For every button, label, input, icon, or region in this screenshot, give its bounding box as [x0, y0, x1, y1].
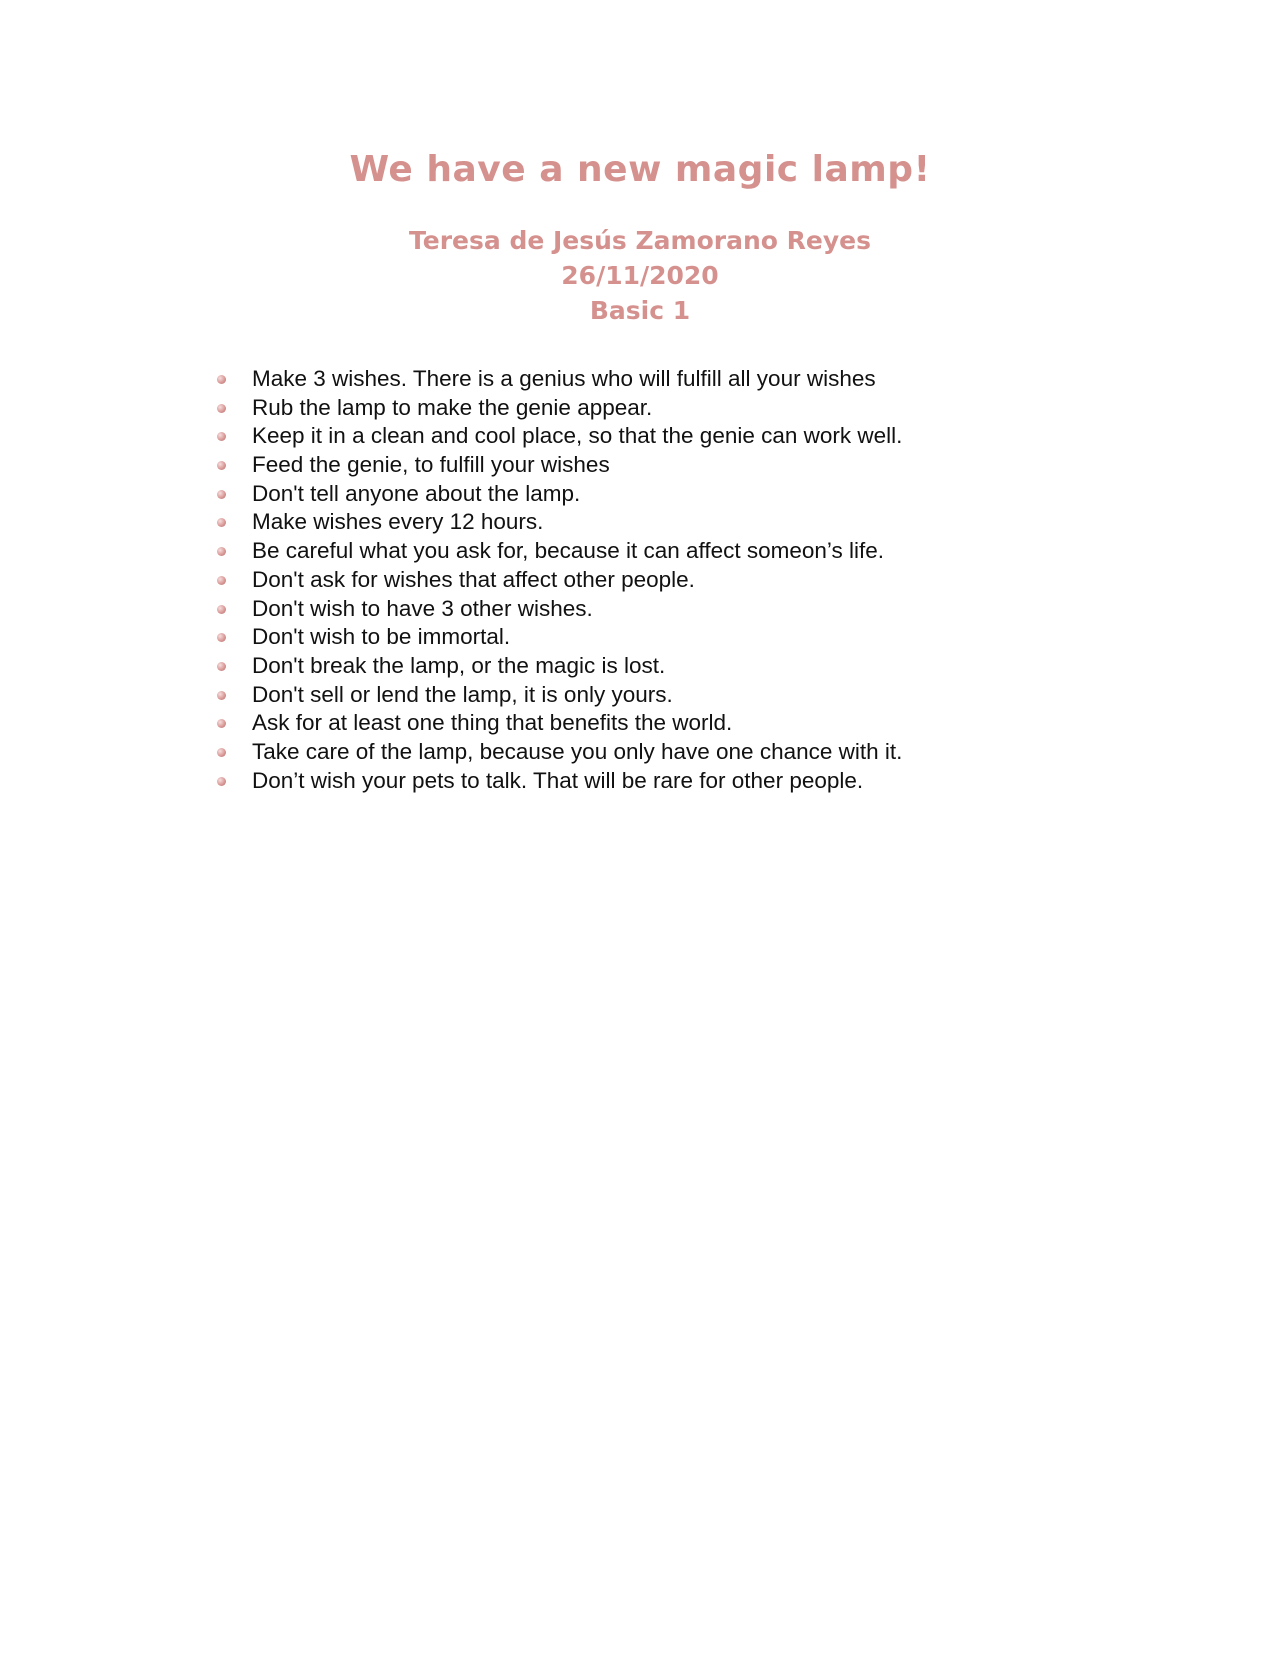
- list-item: [212, 480, 902, 509]
- list-item-text: Make wishes every 12 hours.: [252, 509, 544, 535]
- list-item-text: Feed the genie, to fulfill your wishes: [252, 452, 610, 478]
- bullet-dot-icon: [217, 518, 226, 527]
- list-item: [212, 566, 902, 595]
- bullet-dot-icon: [217, 547, 226, 556]
- bullet-dot-icon: [217, 375, 226, 384]
- list-item-text: Rub the lamp to make the genie appear.: [252, 394, 653, 420]
- page-title: We have a new magic lamp!: [349, 149, 931, 190]
- list-item-text: Don't wish to have 3 other wishes.: [252, 595, 593, 621]
- list-item-text: Don't break the lamp, or the magic is lost.: [252, 652, 666, 678]
- list-item: [212, 451, 902, 480]
- list-item: [212, 508, 902, 537]
- bullet-dot-icon: [217, 404, 226, 413]
- bullet-dot-icon: [217, 748, 226, 757]
- list-item: [212, 652, 902, 681]
- list-item: [212, 365, 902, 394]
- list-item: [212, 537, 902, 566]
- bullet-dot-icon: [217, 432, 226, 441]
- list-item: [212, 422, 902, 451]
- list-item-text: Don't tell anyone about the lamp.: [252, 480, 581, 506]
- author-name: Teresa de Jesús Zamorano Reyes: [409, 226, 871, 255]
- document-date: 26/11/2020: [561, 261, 719, 290]
- list-item-text: Don't ask for wishes that affect other people.: [252, 566, 695, 592]
- list-item-text: Ask for at least one thing that benefits the world.: [252, 710, 733, 736]
- list-item-text: Keep it in a clean and cool place, so that the genie can work well.: [252, 423, 903, 449]
- bullet-dot-icon: [217, 605, 226, 614]
- rules-list: [212, 365, 902, 795]
- list-item: [212, 394, 902, 423]
- list-item-text: Make 3 wishes. There is a genius who will fulfill all your wishes: [252, 366, 876, 391]
- list-item-text: Don't wish to be immortal.: [252, 624, 511, 650]
- bullet-dot-icon: [217, 719, 226, 728]
- bullet-dot-icon: [217, 662, 226, 671]
- list-item: [212, 595, 902, 624]
- list-item: [212, 681, 902, 710]
- bullet-dot-icon: [217, 576, 226, 585]
- document-meta: [0, 223, 1280, 328]
- list-item: [212, 623, 902, 652]
- course-level: Basic 1: [589, 296, 691, 325]
- list-item-text: Don't sell or lend the lamp, it is only yours.: [252, 681, 673, 707]
- list-item-text: Be careful what you ask for, because it can affect someon’s life.: [252, 538, 885, 564]
- bullet-dot-icon: [217, 461, 226, 470]
- bullet-dot-icon: [217, 777, 226, 786]
- list-item: [212, 767, 902, 796]
- list-item-text: Take care of the lamp, because you only have one chance with it.: [252, 738, 903, 764]
- list-item: [212, 709, 902, 738]
- list-item: [212, 738, 902, 767]
- bullet-dot-icon: [217, 490, 226, 499]
- list-item-text: Don’t wish your pets to talk. That will be rare for other people.: [252, 767, 864, 793]
- bullet-dot-icon: [217, 691, 226, 700]
- bullet-dot-icon: [217, 633, 226, 642]
